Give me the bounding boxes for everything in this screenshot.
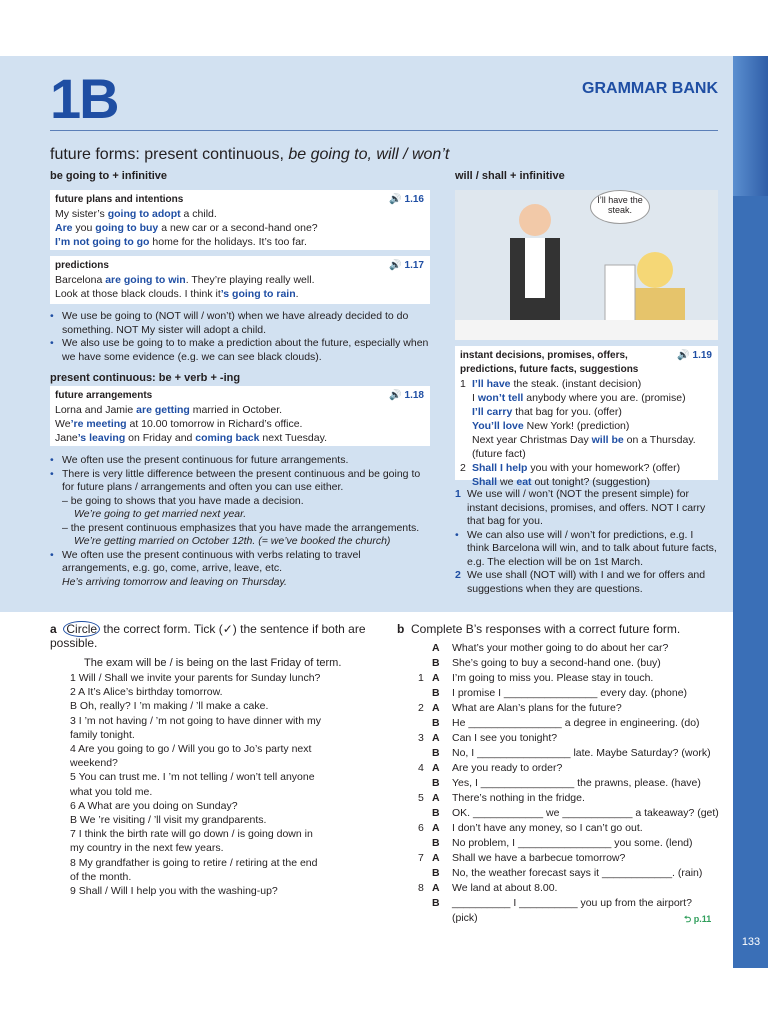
exercise-a-item[interactable]: weekend? [70, 757, 118, 770]
exercise-b-item[interactable]: B He ________________ a degree in engineering. (do) [432, 717, 700, 729]
subheading-going-to: be going to + infinitive [50, 170, 168, 182]
exercise-a-item[interactable]: 5 You can trust me. I ’m not telling / won’t tell anyone [70, 771, 315, 784]
exercise-b-item[interactable]: B No, the weather forecast says it ____________. (rain) [432, 867, 703, 879]
rules-will: 1 We use will / won’t (NOT the present simple) for instant decisions, promises, and offers. NOT I carry that bag for you. • We can also use will / won’t for predictions, e.g. I think Barcelona will win, and to talk about future facts, e.g. The election will be on 1st March. 2 We use shall (NOT will) with I and we for offers and suggestions when they are questions. [455, 488, 718, 596]
exercise-a-item[interactable]: B We ’re visiting / ’ll visit my grandparents. [70, 814, 267, 826]
exercise-a-item[interactable]: 4 Are you going to go / Will you go to Jo’s party next [70, 743, 312, 755]
exercise-a-item[interactable]: what you told me. [70, 785, 153, 798]
rules-going-to: • We use be going to (NOT will / won’t) when we have already decided to do something. NOT My sister will adopt a child. • We also use be going to to make a prediction about the future, especially when we have some evidence (e.g. we can see black clouds). [50, 310, 430, 364]
exercise-a-item[interactable]: 7 I think the birth rate will go down / is going down in [70, 828, 313, 841]
exercise-a-item[interactable]: 3 I ’m not having / ’m not going to have dinner with my [70, 714, 321, 727]
exercise-b-item[interactable]: B No, I ________________ late. Maybe Saturday? (work) [432, 747, 711, 759]
exercise-b-item[interactable]: B Yes, I ________________ the prawns, please. (have) [432, 777, 701, 789]
exercise-b-item[interactable]: B She’s going to buy a second-hand one. (buy) [432, 657, 661, 669]
exercise-a-item[interactable]: my country in the next few years. [70, 842, 224, 855]
restaurant-image [455, 190, 718, 340]
audio-icon[interactable]: 🔊 1.16 [389, 194, 424, 205]
exercise-a-item[interactable]: 2 A It’s Alice’s birthday tomorrow. [70, 686, 223, 699]
exercise-b-item[interactable]: A What’s your mother going to do about her car? [432, 642, 669, 654]
example-box-predictions: predictions 🔊 1.17 Barcelona are going to win. They’re playing really well. Look at those black clouds. I think it’s going to rain. [50, 256, 430, 304]
exercise-b-item[interactable]: 7 A Shall we have a barbecue tomorrow? [418, 852, 626, 864]
waiter-illustration [455, 190, 718, 340]
back-link[interactable]: ⮌ p.11 [684, 914, 712, 924]
exercise-a-item[interactable]: of the month. [70, 870, 132, 883]
section-title: GRAMMAR BANK [582, 80, 718, 97]
side-tab [733, 56, 768, 968]
exercise-a-item[interactable]: family tonight. [70, 728, 135, 741]
exercise-b-instructions: b Complete B’s responses with a correct future form. [397, 622, 681, 636]
exercise-b-item[interactable]: 8 A We land at about 8.00. [418, 882, 558, 894]
example-box-will: instant decisions, promises, offers, predictions, future facts, suggestions 🔊 1.19 1 I’ll have the steak. (instant decision) I won’t tell anybody where you are. (promise) I’ll carry that bag for you. (offer) You’ll love New York! (prediction) Next year Christmas Day will be on a Thursday. (future fact) 2 Shall I help you with your homework? (offer) Shall we eat out tonight? (suggestion) [455, 346, 718, 480]
exercise-b-item[interactable]: (pick) [452, 912, 478, 924]
exercise-b-item[interactable]: 1 A I’m going to miss you. Please stay in touch. [418, 672, 654, 684]
exercise-a-item[interactable]: 8 My grandfather is going to retire / retiring at the end [70, 856, 318, 869]
exercise-b-item[interactable]: 2 A What are Alan’s plans for the future? [418, 702, 622, 714]
page-title: future forms: present continuous, be going to, will / won’t [50, 146, 450, 163]
exercise-a-item[interactable]: 6 A What are you doing on Sunday? [70, 799, 238, 812]
exercise-a-item[interactable]: 1 Will / Shall we invite your parents for Sunday lunch? [70, 672, 321, 684]
example-box-arrangements: future arrangements 🔊 1.18 Lorna and Jamie are getting married in October. We’re meeting at 10.00 tomorrow in Richard’s office. Jane’s leaving on Friday and coming back next Tuesday. [50, 386, 430, 446]
subheading-will-shall: will / shall + infinitive [455, 170, 565, 182]
exercise-a-example: The exam will be / is being on the last Friday of term. [84, 657, 342, 669]
audio-icon[interactable]: 🔊 1.17 [389, 260, 424, 271]
exercise-a-item[interactable]: B Oh, really? I ’m making / ’ll make a cake. [70, 700, 269, 713]
exercise-a-instructions: a Circle the correct form. Tick (✓) the sentence if both are possible. [50, 622, 366, 650]
unit-number: 1B [50, 67, 118, 130]
exercise-b-item[interactable]: 5 A There’s nothing in the fridge. [418, 792, 585, 804]
audio-icon[interactable]: 🔊 1.19 [677, 350, 712, 361]
exercise-b-item[interactable]: 3 A Can I see you tonight? [418, 732, 558, 744]
rules-present-continuous: • We often use the present continuous for future arrangements. • There is very little difference between the present continuous and be going to for future plans / arrangements and often you can use either. – be going to shows that you have made a decision. We’re going to get married next year. – the present continuous emphasizes that you have made the arrangements. We’re getting married on October 12th. (= we’ve booked the church) • We often use the present continuous with verbs relating to travel arrangements, e.g. go, come, arrive, leave, etc. He’s arriving tomorrow and leaving on Thursday. [50, 454, 430, 589]
speech-bubble: I’ll have the steak. [590, 190, 650, 224]
audio-icon[interactable]: 🔊 1.18 [389, 390, 424, 401]
exercise-b-item[interactable]: 4 A Are you ready to order? [418, 762, 563, 774]
exercise-b-item[interactable]: B No problem, I ________________ you some. (lend) [432, 837, 693, 849]
divider [50, 130, 718, 131]
exercise-b-item[interactable]: B OK. ____________ we ____________ a takeaway? (get) [432, 807, 719, 819]
exercise-b-item[interactable]: B __________ I __________ you up from the airport? [432, 897, 692, 909]
exercise-b-item[interactable]: 6 A I don’t have any money, so I can’t go out. [418, 822, 643, 834]
example-box-plans: future plans and intentions 🔊 1.16 My sister’s going to adopt a child. Are you going to buy a new car or a second-hand one? I’m not going to go home for the holidays. It’s too far. [50, 190, 430, 250]
exercise-a-item[interactable]: 9 Shall / Will I help you with the washing-up? [70, 885, 278, 897]
exercise-b-item[interactable]: B I promise I ________________ every day. (phone) [432, 687, 688, 699]
page-number: 133 [741, 936, 761, 948]
subheading-present-continuous: present continuous: be + verb + -ing [50, 372, 241, 384]
